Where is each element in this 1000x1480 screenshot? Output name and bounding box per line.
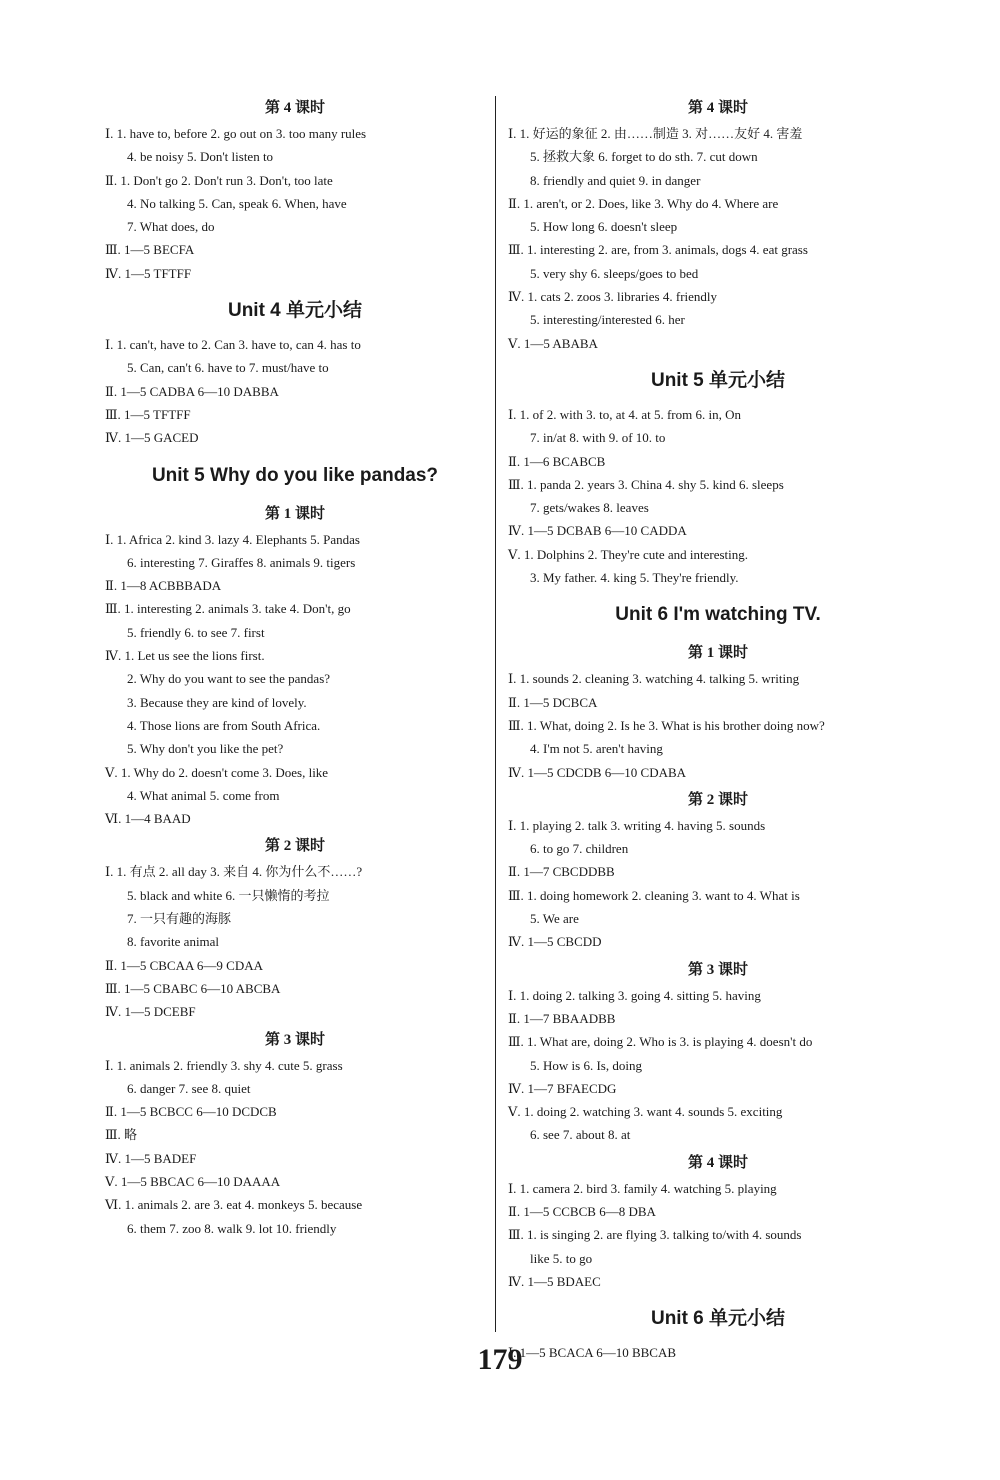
left-answer-column [105,92,485,1240]
answer-line: Ⅱ. 1—5 BCBCC 6—10 DCDCB [105,1104,277,1120]
answer-line: Ⅵ. 1. animals 2. are 3. eat 4. monkeys 5. because [105,1197,363,1213]
answer-line-continued: 8. favorite animal [127,934,220,950]
answer-line-continued: 4. be noisy 5. Don't listen to [127,149,274,165]
answer-line: Ⅱ. 1—6 BCABCB [508,453,606,469]
answer-line: Ⅳ. 1—5 GACED [105,430,199,446]
answer-line: Ⅱ. 1—5 DCBCA [508,694,598,710]
answer-line-continued: 5. friendly 6. to see 7. first [127,624,265,640]
answer-line: Ⅳ. 1—5 CBCDD [508,934,602,950]
answer-line: Ⅰ. 1. have to, before 2. go out on 3. too many rules [105,126,367,141]
answer-line: Ⅱ. 1. Don't go 2. Don't run 3. Don't, too late [105,172,333,188]
lesson-heading: 第 2 课时 [687,791,748,808]
answer-line-continued: 2. Why do you want to see the pandas? [127,671,331,687]
answer-line: Ⅰ. 1. animals 2. friendly 3. shy 4. cute 5. grass [105,1057,343,1073]
unit-heading: Unit 4 单元小结 [227,300,363,322]
answer-line: Ⅳ. 1—5 TFTFF [105,265,192,281]
answer-line: Ⅰ. 1. 好运的象征 2. 由……制造 3. 对……友好 4. 害羞 [508,126,803,141]
right-answer-column [508,92,928,1364]
answer-line-continued: 8. friendly and quiet 9. in danger [530,172,701,188]
watermark-logo [820,1388,980,1468]
answer-line: Ⅲ. 1—5 BECFA [105,242,195,258]
answer-line: Ⅳ. 1. cats 2. zoos 3. libraries 4. friendly [508,289,718,305]
answer-line-continued: 5. Why don't you like the pet? [127,741,284,757]
answer-line: Ⅰ. 1—5 BCACA 6—10 BBCAB [508,1345,677,1361]
answer-line: Ⅲ. 1. interesting 2. animals 3. take 4. Don't, go [105,601,351,617]
answer-line: Ⅲ. 1. is singing 2. are flying 3. talking to/with 4. sounds [508,1227,802,1243]
answer-line: Ⅱ. 1—7 BBAADBB [508,1010,616,1026]
lesson-heading: 第 1 课时 [687,645,748,662]
answer-line: Ⅰ. 1. 有点 2. all day 3. 来自 4. 你为什么不……? [105,864,363,880]
answer-line: Ⅱ. 1—8 ACBBBADA [105,578,222,594]
answer-line-continued: 6. danger 7. see 8. quiet [127,1080,251,1096]
answer-line: Ⅱ. 1—5 CBCAA 6—9 CDAA [105,957,263,973]
answer-line-continued: 5. We are [530,911,579,927]
answer-line: Ⅲ. 1. panda 2. years 3. China 4. shy 5. kind 6. sleeps [508,476,784,492]
answer-line-continued: 6. to go 7. children [530,841,629,857]
answer-line-continued: 5. interesting/interested 6. her [530,312,685,328]
answer-line: Ⅵ. 1—4 BAAD [105,811,191,827]
answer-line-continued: 7. gets/wakes 8. leaves [530,500,649,516]
answer-line: Ⅲ. 1—5 CBABC 6—10 ABCBA [105,980,281,996]
answer-line-continued: 3. My father. 4. king 5. They're friendly. [530,570,739,586]
answer-line-continued: 7. 一只有趣的海豚 [127,911,232,927]
answer-line-continued: 4. I'm not 5. aren't having [530,741,663,757]
answer-line: Ⅳ. 1—5 BDAEC [508,1273,601,1289]
answer-line: Ⅴ. 1—5 BBCAC 6—10 DAAAA [105,1173,281,1189]
answer-line: Ⅴ. 1—5 ABABA [508,335,598,351]
unit-heading: Unit 5 单元小结 [650,369,786,391]
answer-line: Ⅲ. 1. What are, doing 2. Who is 3. is playing 4. doesn't do [508,1034,813,1050]
answer-line-continued: 6. interesting 7. Giraffes 8. animals 9. tigers [127,554,356,570]
answer-line: Ⅰ. 1. doing 2. talking 3. going 4. sitting 5. having [508,987,761,1003]
answer-line: Ⅱ. 1—7 CBCDDBB [508,864,615,880]
answer-line-continued: 6. see 7. about 8. at [530,1127,631,1143]
lesson-heading: 第 1 课时 [264,505,325,522]
answer-line: Ⅳ. 1—5 DCEBF [105,1004,196,1020]
answer-line-continued: like 5. to go [530,1250,593,1266]
answer-line: Ⅲ. 1. doing homework 2. cleaning 3. want to 4. What is [508,887,800,903]
answer-line-continued: 4. No talking 5. Can, speak 6. When, have [127,195,347,211]
answer-line: Ⅴ. 1. doing 2. watching 3. want 4. sounds 5. exciting [508,1104,783,1120]
answer-line: Ⅱ. 1—5 CADBA 6—10 DABBA [105,383,279,399]
answer-line: Ⅰ. 1. sounds 2. cleaning 3. watching 4. talking 5. writing [508,671,800,687]
answer-line-continued: 5. How is 6. Is, doing [530,1057,642,1073]
column-divider [495,96,496,1332]
lesson-heading: 第 4 课时 [687,100,748,116]
lesson-heading: 第 3 课时 [687,961,748,978]
answer-line-continued: 5. How long 6. doesn't sleep [530,219,678,235]
answer-line: Ⅳ. 1—7 BFAECDG [508,1080,617,1096]
answer-line: Ⅱ. 1—5 CCBCB 6—8 DBA [508,1203,656,1219]
answer-line-continued: 3. Because they are kind of lovely. [127,694,307,710]
unit-heading: Unit 6 I'm watching TV. [615,604,821,626]
page-number: 179 [477,1343,523,1376]
answer-line: Ⅰ. 1. playing 2. talk 3. writing 4. having 5. sounds [508,817,766,833]
answer-line-continued: 7. in/at 8. with 9. of 10. to [530,430,666,446]
answer-line-continued: 6. them 7. zoo 8. walk 9. lot 10. friendly [127,1220,337,1236]
answer-line-continued: 5. Can, can't 6. have to 7. must/have to [127,360,329,376]
answer-line: Ⅰ. 1. of 2. with 3. to, at 4. at 5. from 6. in, On [508,406,741,422]
answer-line: Ⅳ. 1—5 BADEF [105,1150,197,1166]
answer-line: Ⅳ. 1—5 DCBAB 6—10 CADDA [508,523,687,539]
answer-line: Ⅰ. 1. can't, have to 2. Can 3. have to, can 4. has to [105,337,361,353]
answer-line: Ⅲ. 1—5 TFTFF [105,406,191,422]
lesson-heading: 第 4 课时 [264,100,325,116]
answer-line: Ⅱ. 1. aren't, or 2. Does, like 3. Why do 4. Where are [508,195,779,211]
lesson-heading: 第 2 课时 [264,838,325,855]
lesson-heading: 第 3 课时 [264,1031,325,1048]
answer-line: Ⅲ. 略 [105,1127,138,1143]
answer-line: Ⅲ. 1. What, doing 2. Is he 3. What is his brother doing now? [508,717,825,733]
answer-line-continued: 5. 拯救大象 6. forget to do sth. 7. cut down [530,149,758,165]
answer-line: Ⅰ. 1. camera 2. bird 3. family 4. watching 5. playing [508,1180,777,1196]
unit-heading: Unit 5 Why do you like pandas? [151,464,439,486]
answer-line-continued: 4. Those lions are from South Africa. [127,717,321,733]
answer-line-continued: 7. What does, do [127,219,215,235]
unit-heading: Unit 6 单元小结 [650,1308,786,1330]
answer-line: Ⅳ. 1. Let us see the lions first. [105,648,265,664]
answer-line-continued: 4. What animal 5. come from [127,787,280,803]
lesson-heading: 第 4 课时 [687,1154,748,1171]
answer-line: Ⅲ. 1. interesting 2. are, from 3. animals, dogs 4. eat grass [508,242,808,258]
answer-line: Ⅰ. 1. Africa 2. kind 3. lazy 4. Elephants 5. Pandas [105,531,360,547]
answer-line-continued: 5. very shy 6. sleeps/goes to bed [530,265,699,281]
answer-line-continued: 5. black and white 6. 一只懒惰的考拉 [127,887,330,903]
answer-line: Ⅴ. 1. Dolphins 2. They're cute and interesting. [508,546,749,562]
answer-line: Ⅴ. 1. Why do 2. doesn't come 3. Does, like [105,764,329,780]
answer-line: Ⅳ. 1—5 CDCDB 6—10 CDABA [508,764,687,780]
